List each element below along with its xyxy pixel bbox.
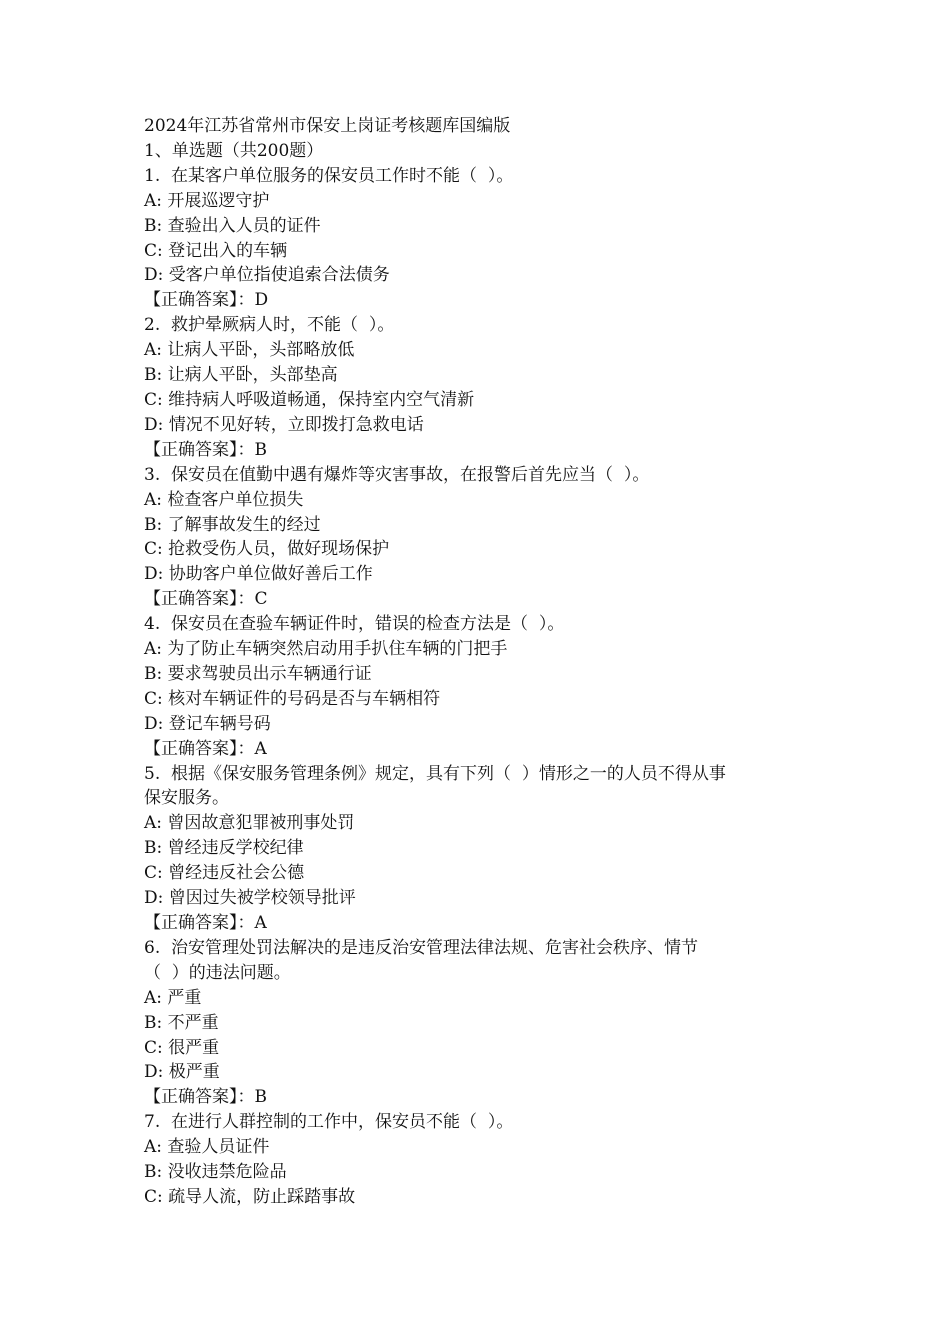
option: A: 曾因故意犯罪被刑事处罚 xyxy=(144,813,355,834)
option: A: 为了防止车辆突然启动用手扒住车辆的门把手 xyxy=(144,639,508,660)
option: C: 曾经违反社会公德 xyxy=(144,863,305,884)
document-body xyxy=(144,114,824,1210)
option: C: 登记出入的车辆 xyxy=(144,240,288,261)
option: D: 登记车辆号码 xyxy=(144,713,271,734)
option: C: 维持病人呼吸道畅通，保持室内空气清新 xyxy=(144,389,475,410)
option: B: 没收违禁危险品 xyxy=(144,1162,287,1183)
option: B: 查验出入人员的证件 xyxy=(144,215,321,236)
option: A: 开展巡逻守护 xyxy=(144,190,270,211)
option: A: 检查客户单位损失 xyxy=(144,489,304,510)
answer-value: C xyxy=(254,589,268,610)
document-title: 2024年江苏省常州市保安上岗证考核题库国编版 xyxy=(144,116,511,136)
answer-line xyxy=(144,288,824,313)
option: C: 抢救受伤人员，做好现场保护 xyxy=(144,539,390,560)
answer-value: B xyxy=(254,1087,267,1108)
answer-line xyxy=(144,587,824,612)
option: D: 情况不见好转，立即拨打急救电话 xyxy=(144,414,424,435)
answer-label: 【正确答案】： xyxy=(144,589,255,610)
option: A: 严重 xyxy=(144,987,202,1008)
option: C: 很严重 xyxy=(144,1037,220,1058)
question-stem: 7. 在进行人群控制的工作中，保安员不能（ ）。 xyxy=(144,1112,514,1133)
option: B: 不严重 xyxy=(144,1012,219,1033)
question-stem: 4. 保安员在查验车辆证件时，错误的检查方法是（ ）。 xyxy=(144,614,565,635)
question-stem: 3. 保安员在值勤中遇有爆炸等灾害事故，在报警后首先应当（ ）。 xyxy=(144,464,650,485)
option: A: 让病人平卧，头部略放低 xyxy=(144,340,355,361)
option: C: 核对车辆证件的号码是否与车辆相符 xyxy=(144,688,441,709)
answer-line xyxy=(144,438,824,463)
answer-label: 【正确答案】： xyxy=(144,439,255,460)
option: B: 让病人平卧，头部垫高 xyxy=(144,365,338,386)
option: A: 查验人员证件 xyxy=(144,1137,270,1158)
answer-label: 【正确答案】： xyxy=(144,738,255,759)
option: C: 疏导人流，防止踩踏事故 xyxy=(144,1186,356,1207)
answer-line xyxy=(144,737,824,762)
question-stem-continuation: 保安服务。 xyxy=(144,788,229,809)
answer-value: B xyxy=(254,439,267,460)
option: D: 协助客户单位做好善后工作 xyxy=(144,564,373,585)
answer-label: 【正确答案】： xyxy=(144,1087,255,1108)
option: D: 受客户单位指使追索合法债务 xyxy=(144,265,390,286)
answer-value: A xyxy=(254,738,267,759)
answer-value: D xyxy=(254,290,269,311)
question-stem: 5. 根据《保安服务管理条例》规定，具有下列（ ）情形之一的人员不得从事 xyxy=(144,763,726,784)
question-stem: 2. 救护晕厥病人时，不能（ ）。 xyxy=(144,315,395,336)
option: D: 极严重 xyxy=(144,1062,220,1083)
question-stem-continuation: （ ）的违法问题。 xyxy=(144,962,291,983)
option: D: 曾因过失被学校领导批评 xyxy=(144,888,356,909)
answer-value: A xyxy=(254,913,267,933)
answer-label: 【正确答案】： xyxy=(144,913,255,933)
answer-line xyxy=(144,1085,824,1110)
option: B: 要求驾驶员出示车辆通行证 xyxy=(144,663,372,684)
question-stem: 1. 在某客户单位服务的保安员工作时不能（ ）。 xyxy=(144,165,514,186)
option: B: 了解事故发生的经过 xyxy=(144,514,321,535)
option: B: 曾经违反学校纪律 xyxy=(144,838,304,859)
answer-line xyxy=(144,911,824,936)
answer-label: 【正确答案】： xyxy=(144,290,255,311)
section-heading: 1、单选题（共200题） xyxy=(144,140,324,161)
question-stem: 6. 治安管理处罚法解决的是违反治安管理法律法规、危害社会秩序、情节 xyxy=(144,937,699,958)
